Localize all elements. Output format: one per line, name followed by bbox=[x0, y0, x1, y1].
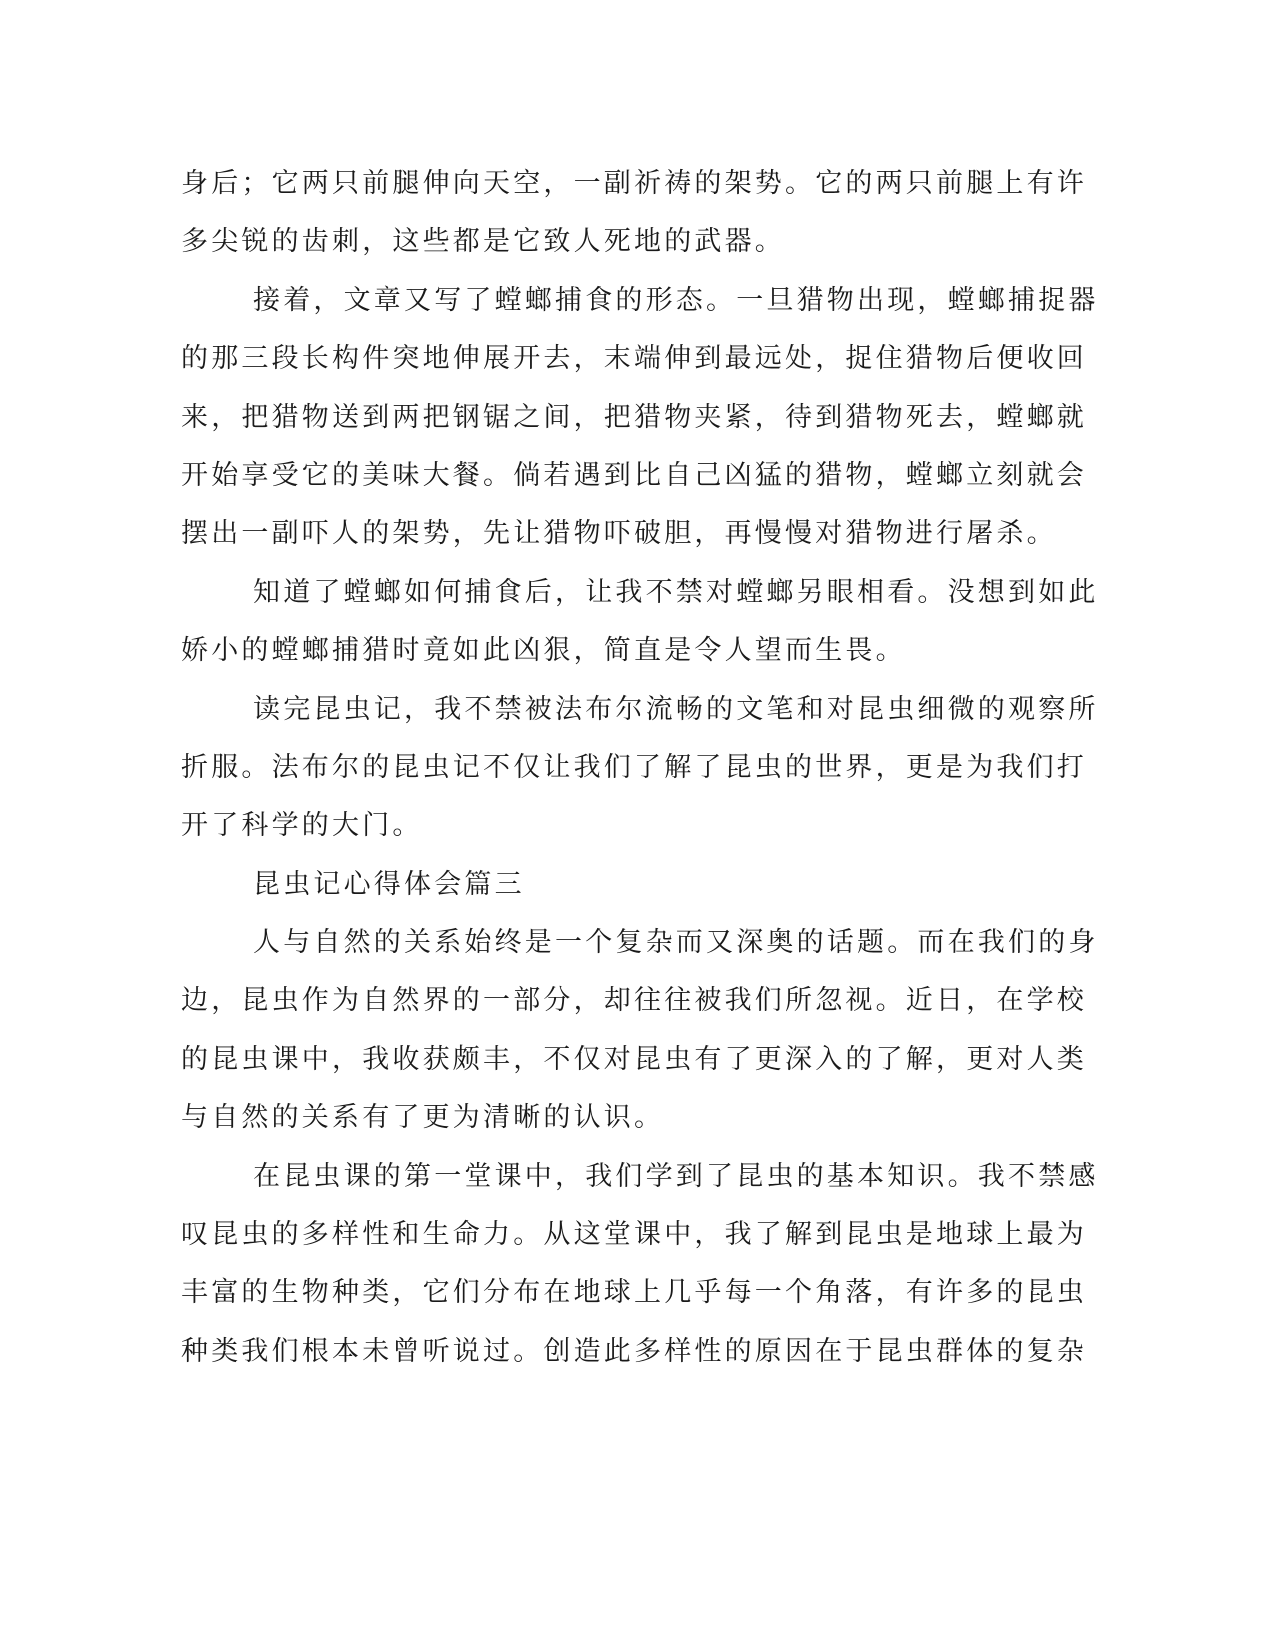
text-line: 丰富的生物种类，它们分布在地球上几乎每一个角落，有许多的昆虫 bbox=[181, 1277, 1087, 1309]
text-line: 来，把猎物送到两把钢锯之间，把猎物夹紧，待到猎物死去，螳螂就 bbox=[181, 401, 1087, 433]
paragraph bbox=[181, 564, 1099, 681]
text-line: 开始享受它的美味大餐。倘若遇到比自己凶猛的猎物，螳螂立刻就会 bbox=[181, 459, 1087, 491]
text-line: 的那三段长构件突地伸展开去，末端伸到最远处，捉住猎物后便收回 bbox=[181, 343, 1087, 375]
text-line: 在昆虫课的第一堂课中，我们学到了昆虫的基本知识。我不禁感 bbox=[253, 1160, 1099, 1192]
text-line: 接着，文章又写了螳螂捕食的形态。一旦猎物出现，螳螂捕捉器 bbox=[253, 284, 1099, 316]
text-line: 折服。法布尔的昆虫记不仅让我们了解了昆虫的世界，更是为我们打 bbox=[181, 751, 1087, 783]
text-line: 读完昆虫记，我不禁被法布尔流畅的文笔和对昆虫细微的观察所 bbox=[253, 693, 1099, 725]
heading-line: 昆虫记心得体会篇三 bbox=[253, 868, 525, 900]
text-line: 知道了螳螂如何捕食后，让我不禁对螳螂另眼相看。没想到如此 bbox=[253, 576, 1099, 608]
text-line: 叹昆虫的多样性和生命力。从这堂课中，我了解到昆虫是地球上最为 bbox=[181, 1219, 1087, 1251]
text-line: 摆出一副吓人的架势，先让猎物吓破胆，再慢慢对猎物进行屠杀。 bbox=[181, 518, 1057, 550]
paragraph bbox=[181, 155, 1087, 272]
text-line: 种类我们根本未曾听说过。创造此多样性的原因在于昆虫群体的复杂 bbox=[181, 1335, 1087, 1367]
text-line: 娇小的螳螂捕猎时竟如此凶狠，简直是令人望而生畏。 bbox=[181, 635, 906, 667]
text-line: 身后；它两只前腿伸向天空，一副祈祷的架势。它的两只前腿上有许 bbox=[181, 168, 1087, 199]
text-line: 开了科学的大门。 bbox=[181, 810, 423, 842]
paragraph bbox=[181, 914, 1099, 1148]
text-line: 边，昆虫作为自然界的一部分，却往往被我们所忽视。近日，在学校 bbox=[181, 985, 1087, 1017]
paragraph bbox=[181, 681, 1099, 856]
text-line: 的昆虫课中，我收获颇丰，不仅对昆虫有了更深入的了解，更对人类 bbox=[181, 1043, 1087, 1075]
document-page bbox=[181, 155, 1099, 1381]
section-heading bbox=[181, 856, 1041, 914]
text-line: 多尖锐的齿刺，这些都是它致人死地的武器。 bbox=[181, 226, 785, 258]
text-line: 与自然的关系有了更为清晰的认识。 bbox=[181, 1102, 665, 1134]
paragraph bbox=[181, 272, 1099, 564]
text-line: 人与自然的关系始终是一个复杂而又深奥的话题。而在我们的身 bbox=[253, 927, 1099, 959]
paragraph bbox=[181, 1148, 1099, 1382]
